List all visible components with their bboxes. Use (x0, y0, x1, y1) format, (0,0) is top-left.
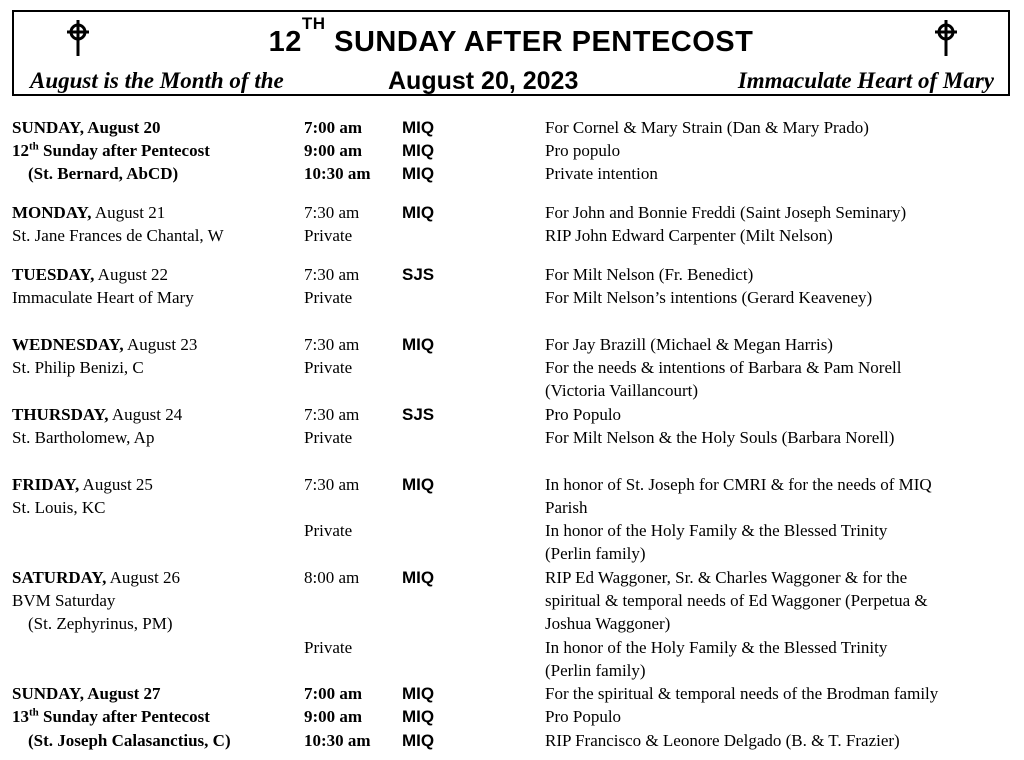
mass-time: Private (304, 358, 353, 377)
commemoration: (St. Bernard, AbCD) (28, 164, 179, 183)
feast-name: Immaculate Heart of Mary (12, 288, 194, 307)
mass-intention: Pro populo (545, 141, 621, 160)
bulletin-date: August 20, 2023 (388, 67, 579, 95)
mass-intention: Pro Populo (545, 707, 622, 726)
mass-location: MIQ (402, 568, 435, 587)
mass-location: MIQ (402, 141, 435, 160)
mass-intention: For Cornel & Mary Strain (Dan & Mary Prado) (545, 118, 869, 137)
mass-location: MIQ (402, 203, 435, 222)
mass-intention: In honor of the Holy Family & the Blessed Trinity (545, 638, 888, 657)
mass-intention: For Milt Nelson (Fr. Benedict) (545, 265, 754, 284)
month-tagline-left: August is the Month of the (30, 68, 284, 93)
mass-intention: spiritual & temporal needs of Ed Waggoner (Perpetua & (545, 591, 928, 610)
mass-location: MIQ (402, 118, 435, 137)
commemoration: (St. Joseph Calasanctius, C) (28, 731, 231, 750)
day-heading: WEDNESDAY, August 23 (12, 335, 198, 354)
mass-location: MIQ (402, 731, 435, 750)
mass-location: SJS (402, 405, 435, 424)
feast-name: St. Philip Benizi, C (12, 358, 144, 377)
mass-intention: In honor of the Holy Family & the Blessed Trinity (545, 521, 888, 540)
feast-name: St. Bartholomew, Ap (12, 428, 155, 447)
feast-name: 13th Sunday after Pentecost (12, 706, 210, 726)
mass-intention: RIP Francisco & Leonore Delgado (B. & T. Frazier) (545, 731, 900, 750)
mass-time: 7:30 am (304, 203, 360, 222)
mass-time: 8:00 am (304, 568, 360, 587)
mass-intention: In honor of St. Joseph for CMRI & for the needs of MIQ (545, 475, 932, 494)
feast-name: St. Jane Frances de Chantal, W (12, 226, 224, 245)
mass-time: 9:00 am (304, 707, 363, 726)
mass-intention: For Milt Nelson & the Holy Souls (Barbara Norell) (545, 428, 895, 447)
day-heading: SUNDAY, August 20 (12, 118, 161, 137)
mass-intention: (Perlin family) (545, 544, 646, 563)
mass-location: MIQ (402, 475, 435, 494)
day-heading: FRIDAY, August 25 (12, 475, 153, 494)
mass-time: 10:30 am (304, 731, 371, 750)
day-heading: MONDAY, August 21 (12, 203, 166, 222)
day-heading: TUESDAY, August 22 (12, 265, 169, 284)
mass-time: 7:30 am (304, 335, 360, 354)
mass-intention: RIP John Edward Carpenter (Milt Nelson) (545, 226, 833, 245)
mass-intention: RIP Ed Waggoner, Sr. & Charles Waggoner & for the (545, 568, 908, 587)
month-tagline-right: Immaculate Heart of Mary (737, 68, 994, 93)
mass-time: 7:30 am (304, 405, 360, 424)
page-title: 12TH SUNDAY AFTER PENTECOST (268, 14, 754, 58)
mass-location: SJS (402, 265, 435, 284)
mass-intention: For the spiritual & temporal needs of the Brodman family (545, 684, 939, 703)
mass-time: Private (304, 226, 353, 245)
mass-intention: (Perlin family) (545, 661, 646, 680)
mass-time: 7:30 am (304, 475, 360, 494)
mass-intention: Private intention (545, 164, 658, 183)
mass-intention: For Jay Brazill (Michael & Megan Harris) (545, 335, 833, 354)
mass-time: 7:00 am (304, 118, 363, 137)
feast-name: St. Louis, KC (12, 498, 106, 517)
mass-location: MIQ (402, 684, 435, 703)
mass-time: Private (304, 428, 353, 447)
mass-location: MIQ (402, 335, 435, 354)
mass-time: Private (304, 521, 353, 540)
mass-intention: (Victoria Vaillancourt) (545, 381, 699, 400)
cross-icon (932, 20, 960, 56)
mass-time: 7:30 am (304, 265, 360, 284)
mass-intention: For Milt Nelson’s intentions (Gerard Keaveney) (545, 288, 873, 307)
mass-intention: Parish (545, 498, 588, 517)
mass-intention: Pro Populo (545, 405, 622, 424)
day-heading: THURSDAY, August 24 (12, 405, 183, 424)
day-heading: SATURDAY, August 26 (12, 568, 181, 587)
mass-intention: For John and Bonnie Freddi (Saint Joseph Seminary) (545, 203, 907, 222)
feast-name: BVM Saturday (12, 591, 116, 610)
mass-intention: For the needs & intentions of Barbara & Pam Norell (545, 358, 902, 377)
mass-location: MIQ (402, 164, 435, 183)
mass-intention: Joshua Waggoner) (545, 614, 671, 633)
mass-location: MIQ (402, 707, 435, 726)
day-heading: SUNDAY, August 27 (12, 684, 161, 703)
mass-time: 7:00 am (304, 684, 363, 703)
mass-time: 9:00 am (304, 141, 363, 160)
commemoration: (St. Zephyrinus, PM) (28, 614, 173, 633)
bulletin-header (12, 10, 1010, 96)
mass-time: Private (304, 638, 353, 657)
mass-time: 10:30 am (304, 164, 371, 183)
mass-time: Private (304, 288, 353, 307)
feast-name: 12th Sunday after Pentecost (12, 140, 210, 160)
